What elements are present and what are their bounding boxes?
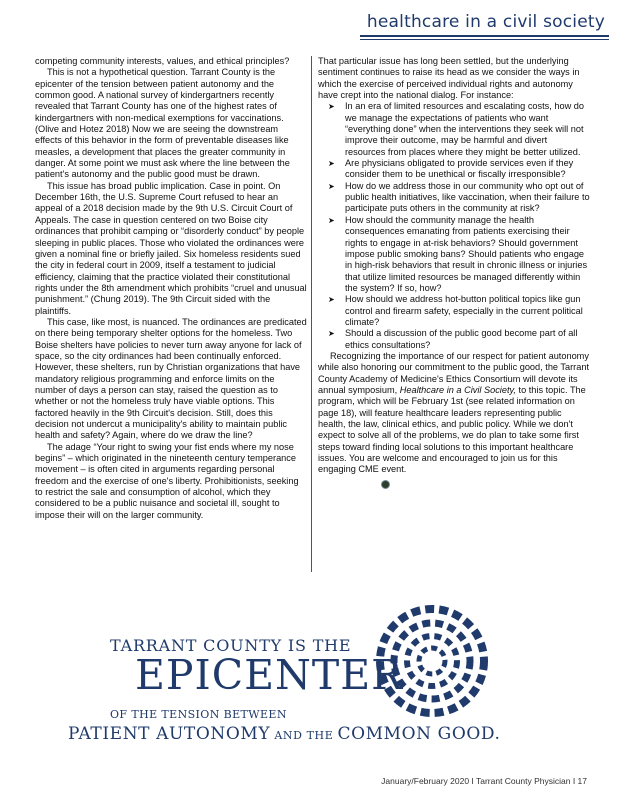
left-paragraph: This issue has broad public implication. Case in point. On December 16th, the U.S. Supreme Court refused to hear an appeal of a 2018 decision made by the 9th U.S. Circuit Court of Appeals. The case in question centered on two Boise city ordinances that prohibit camping or “disorderly conduct” by people sleeping in public places. Those who violated the ordinances were given a nominal fine or briefly jailed. Six homeless residents sued the city in federal court in 2009, itself a testament to judicial efficiency, claiming that the practice violated their constitutional rights under the 8th amendment which prohibits “cruel and unusual punishment.” (Chung 2019). The 9th Circuit sided with the plaintiffs. — [35, 180, 307, 316]
left-paragraph: competing community interests, values, and ethical principles? — [35, 56, 290, 66]
list-item: ➤ In an era of limited resources and escalating costs, how do we manage the expectations of patients who want “everything done” when the interventions they seek will not improve their outcome, may be harmful and divert resources from places where they might be better utilized. — [318, 101, 590, 158]
left-column — [35, 56, 307, 521]
closing-text-end: to this topic. The program, which will be February 1st (see related information on page 18), will feature healthcare leaders representing public health, the law, clinical ethics, and public policy. While we don't expect to solve all of the problems, we do plan to take some first steps toward finding local solutions to this important healthcare issues. You are welcome and encouraged to join us for this engaging CME event. — [318, 384, 586, 475]
question-list — [318, 101, 590, 351]
list-item: ➤ Are physicians obligated to provide services even if they consider them to be unethical or fiscally irresponsible? — [318, 158, 590, 181]
header-rule-thin — [360, 39, 609, 40]
end-of-article-mark-icon — [381, 480, 390, 489]
header-rule — [360, 35, 609, 37]
pull-quote-line-3: OF THE TENSION BETWEEN — [110, 708, 287, 721]
right-intro-paragraph: That particular issue has long been settled, but the underlying sentiment continues to raise its head as we consider the ways in which the exercise of perceived individual rights and autonomy have crept into the national dialog. For instance: — [318, 56, 580, 101]
left-paragraph: This is not a hypothetical question. Tarrant County is the epicenter of the tension between patient autonomy and the common good. A national survey of kindergartners recently revealed that Tarrant County has one of the highest rates of kindergartners with non-medical exemptions for vaccinations. (Olive and Hotez 2018) Now we are seeing the downstream effects of this behavior in the form of preventable diseases like measles, a development that places the greater community in danger. At some point we must ask where the line between the patient's autonomy and the public good must be drawn. — [35, 67, 290, 180]
list-item: ➤ How do we address those in our community who opt out of public health initiatives, like vaccination, when their failure to participate puts others in the community at risk? — [318, 181, 590, 215]
symposium-title: Healthcare in a Civil Society, — [399, 384, 516, 395]
list-item: ➤ Should a discussion of the public good become part of all ethics consultations? — [318, 328, 590, 351]
left-paragraph: The adage “Your right to swing your fist ends where my nose begins” – which originated in the nineteenth century temperance movement – is often cited in arguments regarding personal freedom and the exercise of one's liberty. Prohibitionists, seeking to restrict the sale and consumption of alcohol, which they considered to be a public nuisance and societal ill, sought to impose their will on the larger community. — [35, 441, 299, 520]
pull-quote-headline: EPICENTER — [135, 651, 404, 699]
list-item: ➤ How should the community manage the health consequences emanating from patients exercising their rights to engage in at-risk behaviors? Should government impose public smoking bans? Should patients who engage in high-risk behaviors that result in chronic illness or injuries that utilize limited resources be managed differently within the system? If so, how? — [318, 215, 590, 294]
left-paragraph: This case, like most, is nuanced. The ordinances are predicated on there being temporary shelter options for the homeless. Two Boise shelters have policies to never turn away anyone for lack of space, so the city ordinances had been continually enforced. However, these shelters, run by Christian organizations that have mandatory religious programming and enforce limits on the number of days a person can stay, raised the question as to whether or not the homeless truly have viable options. This factored heavily in the 9th Circuit's decision. Still, does this decision not undercut a municipality's ability to maintain public health and safety? Again, where do we draw the line? — [35, 316, 307, 441]
concentric-dash-circle-logo-icon — [374, 603, 490, 724]
list-item: ➤ How should we address hot-button political topics like gun control and firearm safety, especially in the current political climate? — [318, 294, 590, 328]
pull-quote-line-4 — [68, 724, 501, 744]
pull-quote-common-good: COMMON GOOD. — [337, 724, 501, 744]
page-footer: January/February 2020 I Tarrant County Physician I 17 — [381, 776, 587, 786]
pull-quote-line-1: TARRANT COUNTY IS THE — [110, 636, 352, 655]
column-divider — [311, 56, 312, 572]
pull-quote-patient-autonomy: PATIENT AUTONOMY — [68, 724, 271, 744]
right-column — [318, 56, 590, 489]
pull-quote-and-the: AND THE — [270, 729, 338, 742]
closing-paragraph — [318, 351, 590, 476]
section-header-title: healthcare in a civil society — [366, 12, 605, 32]
closing-text-start: Recognizing the importance of our respect for patient autonomy while also honoring our commitment to the public good, the Tarrant County Academy of Medicine's Ethics Consortium will devote its annual symposium, — [318, 350, 590, 395]
